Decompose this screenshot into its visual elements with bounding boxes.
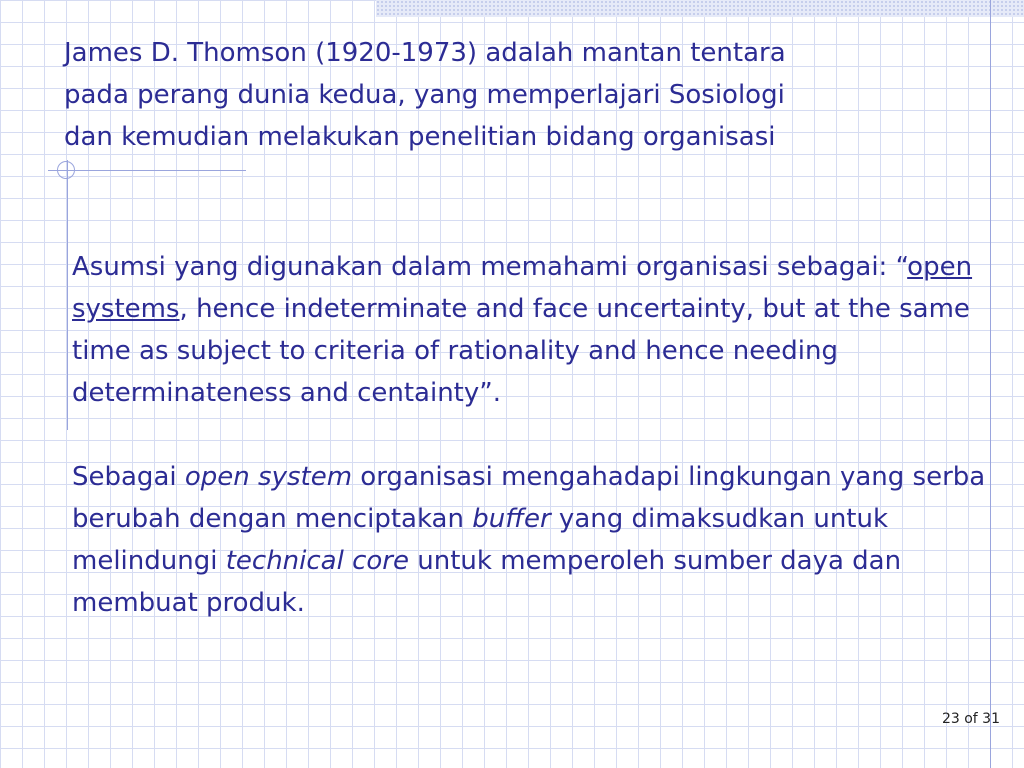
slide-title: James D. Thomson (1920-1973) adalah mantan tentara pada perang dunia kedua, yang memperlajari Sosiologi dan kemudian melakukan penelitian bidang organisasi <box>64 38 786 152</box>
term-technical-core: technical core <box>225 546 409 576</box>
left-rule-line <box>67 160 68 430</box>
paragraph-open-system-text-4: untuk memperoleh sumber daya dan membuat produk. <box>72 546 902 618</box>
paragraph-assumption-text-1: Asumsi yang digunakan dalam memahami organisasi sebagai: “ <box>72 252 908 282</box>
paragraph-open-system-text-3: yang dimaksudkan untuk melindungi <box>72 504 889 576</box>
open-systems-link[interactable]: open systems <box>72 252 973 324</box>
slide-body <box>72 246 1012 624</box>
slide-page-number: 23 of 31 <box>941 711 1000 727</box>
rule-circle-ornament <box>57 161 75 179</box>
paragraph-assumption-text-2: , hence indeterminate and face uncertainty, but at the same time as subject to criteria of rationality and hence needing determinateness and centainty”. <box>72 294 970 408</box>
title-underline-rule <box>48 170 246 171</box>
paragraph-open-system-text-1: Sebagai <box>72 462 185 492</box>
paragraph-open-system <box>72 456 1012 624</box>
top-decorative-band <box>376 0 1024 17</box>
paragraph-open-system-text-2: organisasi mengahadapi lingkungan yang serba berubah dengan menciptakan <box>72 462 986 534</box>
term-buffer: buffer <box>472 504 551 534</box>
term-open-system: open system <box>184 462 353 492</box>
paragraph-assumption <box>72 246 1012 414</box>
